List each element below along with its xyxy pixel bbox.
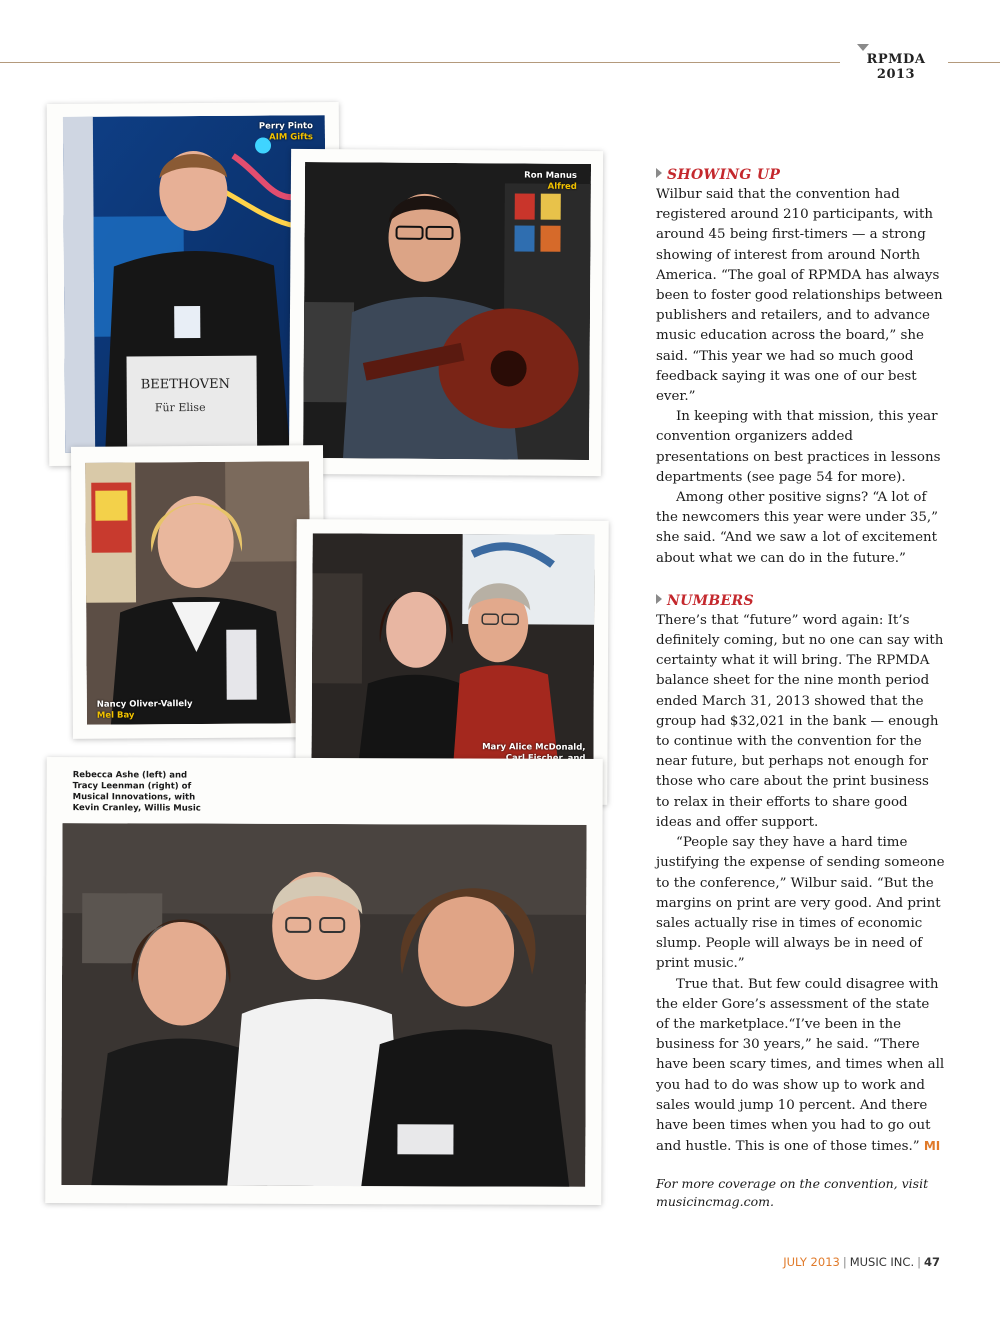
header-rule-right bbox=[948, 62, 1000, 63]
photo-perry-pinto-image bbox=[63, 115, 327, 453]
caption-nancy-name: Nancy Oliver-Vallely bbox=[96, 699, 193, 710]
caption-rebecca-line2: Tracy Leenman (right) of bbox=[72, 781, 192, 792]
paragraph-1: Wilbur said that the convention had registered around 210 participants, with around 45 being first-timers — a strong showing of interest from around North America. “The goal of RPMDA has always been to foster good relationships between publishers and retailers, and to advance music education across the board,” she said. “This year we had so much good feedback saying it was one of our best ever.” bbox=[656, 187, 943, 405]
caption-nancy bbox=[97, 699, 193, 722]
footer-magazine: MUSIC INC. bbox=[849, 1255, 915, 1269]
paragraph-3: Among other positive signs? “A lot of the newcomers this year were under 35,” she said. “And we saw a lot of excitement about what we can do in the future.” bbox=[656, 490, 938, 566]
caption-perry-company: AIM Gifts bbox=[269, 132, 314, 143]
subhead-numbers-text: NUMBERS bbox=[667, 592, 754, 609]
caption-rebecca-line4: Kevin Cranley, Willis Music bbox=[72, 803, 201, 814]
caption-perry-name: Perry Pinto bbox=[258, 121, 313, 132]
photo-nancy-image bbox=[85, 461, 311, 725]
subhead-numbers bbox=[656, 591, 946, 611]
subhead-showing-up bbox=[656, 165, 946, 185]
photo-nancy-oliver-vallely bbox=[71, 445, 325, 739]
caption-ron-company: Alfred bbox=[547, 181, 577, 192]
end-mark: MI bbox=[923, 1139, 941, 1154]
header-rule-left bbox=[0, 62, 840, 63]
paragraph-4: There’s that “future” word again: It’s definitely coming, but no one can say with certainty what it will bring. The RPMDA balance sheet for the nine month period ended March 31, 2013 showed that the group had $32,021 in the bank — enough to continue with the convention for the near future, but perhaps not enough for those who care about the print business to relax in their efforts to share good ideas and offer support. bbox=[656, 612, 944, 830]
photo-ron-manus bbox=[289, 149, 603, 476]
subhead-triangle-icon bbox=[656, 168, 662, 178]
caption-mary-line1: Mary Alice McDonald, bbox=[482, 742, 586, 753]
caption-perry-pinto bbox=[259, 121, 313, 143]
photo-rebecca-image bbox=[61, 823, 586, 1187]
subhead-showing-up-text: SHOWING UP bbox=[667, 167, 781, 183]
article-column bbox=[656, 165, 946, 1211]
caption-rebecca-line1: Rebecca Ashe (left) and bbox=[72, 770, 188, 781]
paragraph-5: “People say they have a hard time justifying the expense of sending someone to the conference,” Wilbur said. “But the margins on print are very good. And print sales actually rise in times of economic slump. People will always be in need of print music.” bbox=[656, 835, 945, 972]
caption-rebecca bbox=[73, 770, 201, 814]
section-label: RPMDA 2013 bbox=[866, 52, 926, 82]
footer-page-number: 47 bbox=[923, 1255, 940, 1269]
caption-ron-name: Ron Manus bbox=[524, 170, 577, 181]
header-triangle-icon bbox=[857, 44, 869, 51]
photo-ron-manus-image bbox=[303, 162, 591, 460]
page-footer: JULY 2013 | MUSIC INC. | 47 bbox=[783, 1255, 940, 1269]
photo-rebecca-ashe bbox=[45, 757, 603, 1205]
paragraph-6-text: True that. But few could disagree with the elder Gore’s assessment of the state of the marketplace.“I’ve been in the business for 30 years,” he said. “There have been scary times, and times when all you had to do was show up to work and sales would jump 10 percent. And there have been times when you had to go out and hustle. This is one of those times.” bbox=[656, 976, 945, 1155]
svg-text:BEETHOVEN: BEETHOVEN bbox=[140, 376, 230, 393]
more-coverage-note: For more coverage on the convention, visit musicincmag.com. bbox=[656, 1176, 929, 1210]
caption-rebecca-line3: Musical Innovations, with bbox=[72, 792, 196, 803]
svg-text:Für Elise: Für Elise bbox=[154, 400, 206, 415]
paragraph-2: In keeping with that mission, this year convention organizers added presentations on best practices in lessons departments (see page 54 for more). bbox=[656, 409, 941, 485]
caption-nancy-company: Mel Bay bbox=[96, 710, 135, 721]
footer-date: JULY 2013 bbox=[783, 1255, 840, 1269]
subhead-triangle-icon bbox=[656, 594, 662, 604]
caption-ron-manus bbox=[524, 171, 577, 193]
paragraph-6 bbox=[656, 975, 946, 1158]
